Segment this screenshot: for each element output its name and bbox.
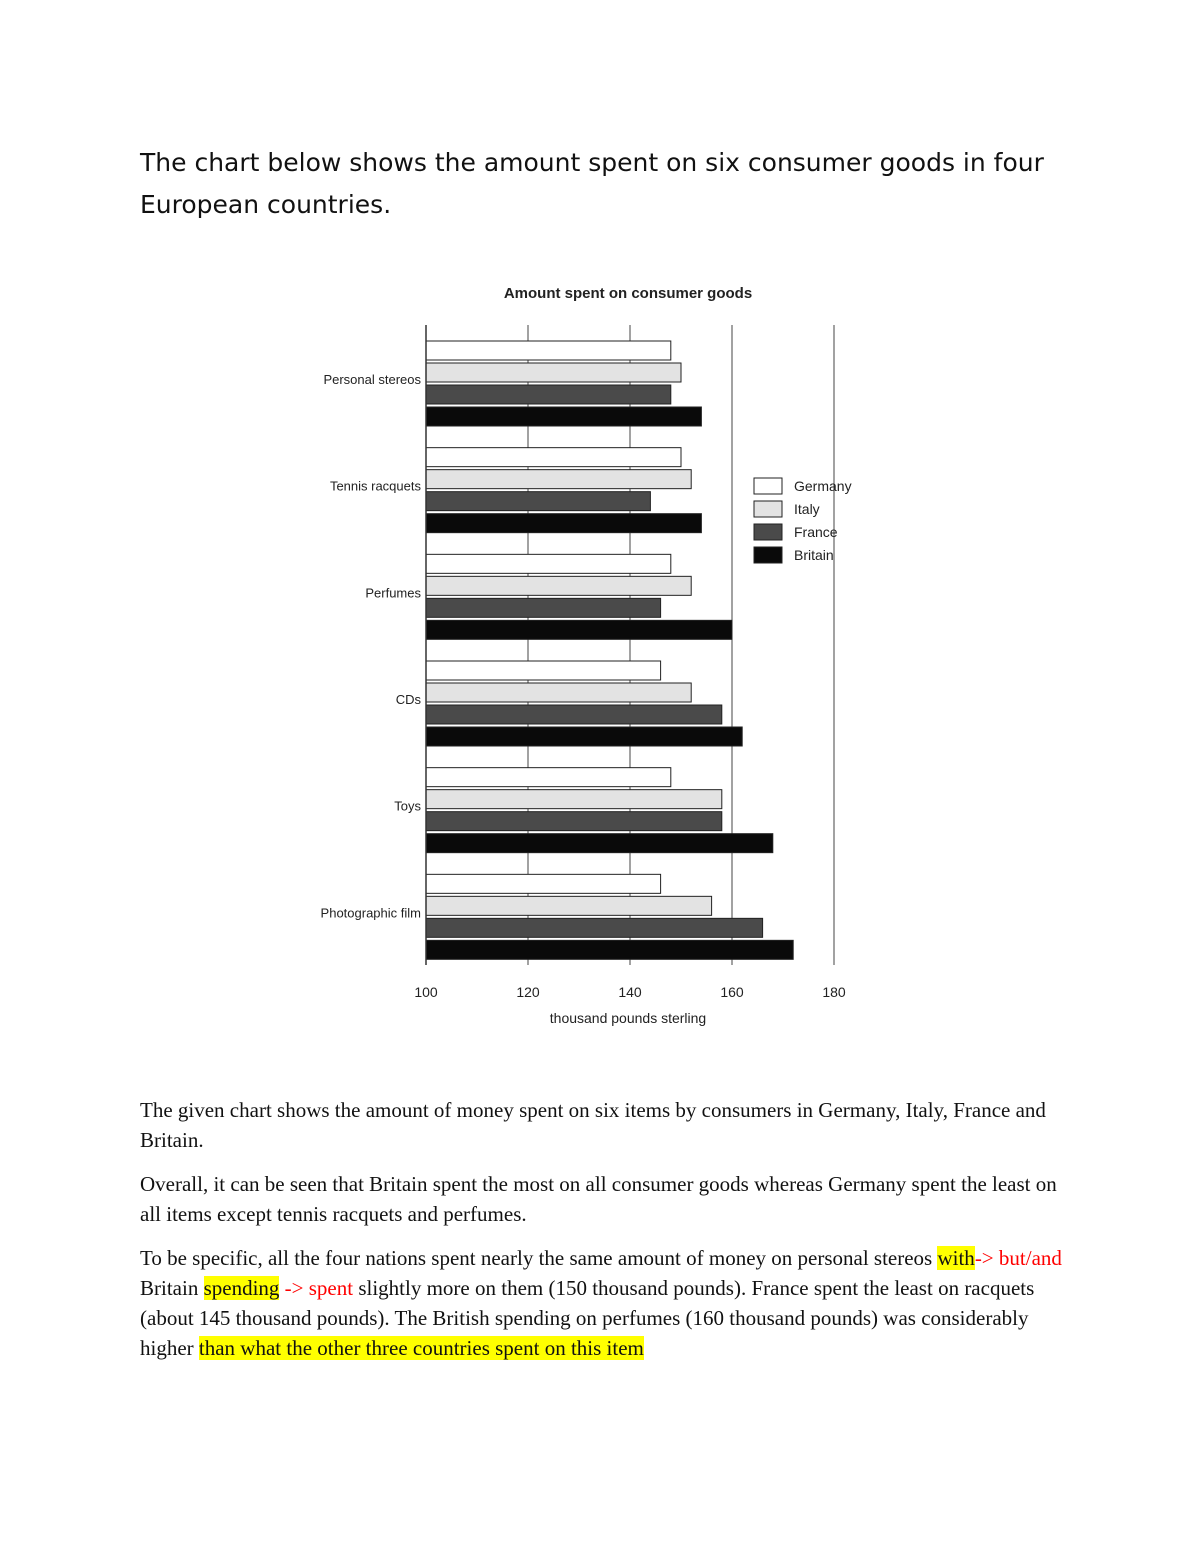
category-label: CDs <box>395 692 421 707</box>
bar-italy-5 <box>426 896 712 915</box>
x-axis-label: thousand pounds sterling <box>549 1010 707 1026</box>
bar-germany-1 <box>426 448 681 467</box>
bar-france-3 <box>426 705 722 724</box>
bar-italy-0 <box>426 363 681 382</box>
bar-france-0 <box>426 385 671 404</box>
chart-title: Amount spent on consumer goods <box>503 285 753 302</box>
details-text-part1: To be specific, all the four nations spent nearly the same amount of money on personal stereos <box>140 1246 938 1270</box>
legend-label-britain: Britain <box>794 547 834 563</box>
bar-britain-4 <box>426 834 773 853</box>
category-label: Toys <box>394 798 421 814</box>
bar-britain-0 <box>426 407 701 426</box>
x-tick-label: 160 <box>720 984 744 1000</box>
bar-germany-5 <box>426 874 661 893</box>
bar-britain-3 <box>426 727 742 746</box>
paragraph-intro <box>140 1095 1070 1155</box>
correction-with: -> but/and <box>974 1246 1062 1270</box>
bar-germany-0 <box>426 341 671 360</box>
document-heading: The chart below shows the amount spent on six consumer goods in four European countries. <box>140 148 1044 219</box>
legend-swatch-germany <box>754 478 782 494</box>
details-text-part2: Britain <box>140 1276 204 1300</box>
category-label: Personal stereos <box>323 372 421 387</box>
bar-britain-2 <box>426 620 732 639</box>
bar-britain-5 <box>426 940 793 959</box>
legend-swatch-italy <box>754 501 782 517</box>
highlighted-spending: spending <box>203 1276 280 1300</box>
bar-italy-4 <box>426 790 722 809</box>
bar-germany-2 <box>426 554 671 573</box>
bar-france-1 <box>426 492 650 511</box>
legend-swatch-france <box>754 524 782 540</box>
paragraph-details <box>140 1243 1070 1363</box>
x-tick-label: 120 <box>516 984 540 1000</box>
paragraph-details-text <box>140 1243 1070 1363</box>
x-tick-label: 140 <box>618 984 642 1000</box>
bar-italy-1 <box>426 470 691 489</box>
legend-label-italy: Italy <box>794 501 820 517</box>
bar-britain-1 <box>426 514 701 533</box>
details-text-part3: slightly more on them (150 thousand pounds). France spent the least on racquets (about 145 thousand pounds). The British spending on perfumes (160 thousand pounds) was considerably higher <box>140 1276 1035 1360</box>
bar-italy-2 <box>426 576 691 595</box>
paragraph-overview-text: Overall, it can be seen that Britain spent the most on all consumer goods whereas Germany spent the least on all items except tennis racquets and perfumes. <box>140 1172 1057 1226</box>
paragraph-overview <box>140 1169 1070 1229</box>
highlighted-ending: than what the other three countries spent on this item <box>198 1336 644 1360</box>
bar-france-2 <box>426 598 661 617</box>
category-label: Tennis racquets <box>329 478 421 494</box>
highlighted-with: with <box>937 1246 975 1270</box>
paragraph-intro-text: The given chart shows the amount of money spent on six items by consumers in Germany, Italy, France and Britain. <box>140 1098 1046 1152</box>
category-label: Photographic film <box>320 905 421 921</box>
correction-spending: -> spent <box>279 1276 354 1300</box>
x-tick-label: 180 <box>822 984 846 1000</box>
bar-italy-3 <box>426 683 691 702</box>
bar-germany-3 <box>426 661 661 680</box>
legend-label-france: France <box>794 524 838 540</box>
legend-label-germany: Germany <box>794 478 852 494</box>
bar-chart <box>270 270 890 1040</box>
category-label: Perfumes <box>365 585 421 601</box>
x-tick-label: 100 <box>414 984 438 1000</box>
bar-france-4 <box>426 812 722 831</box>
legend-swatch-britain <box>754 547 782 563</box>
bar-france-5 <box>426 918 763 937</box>
bar-germany-4 <box>426 768 671 787</box>
